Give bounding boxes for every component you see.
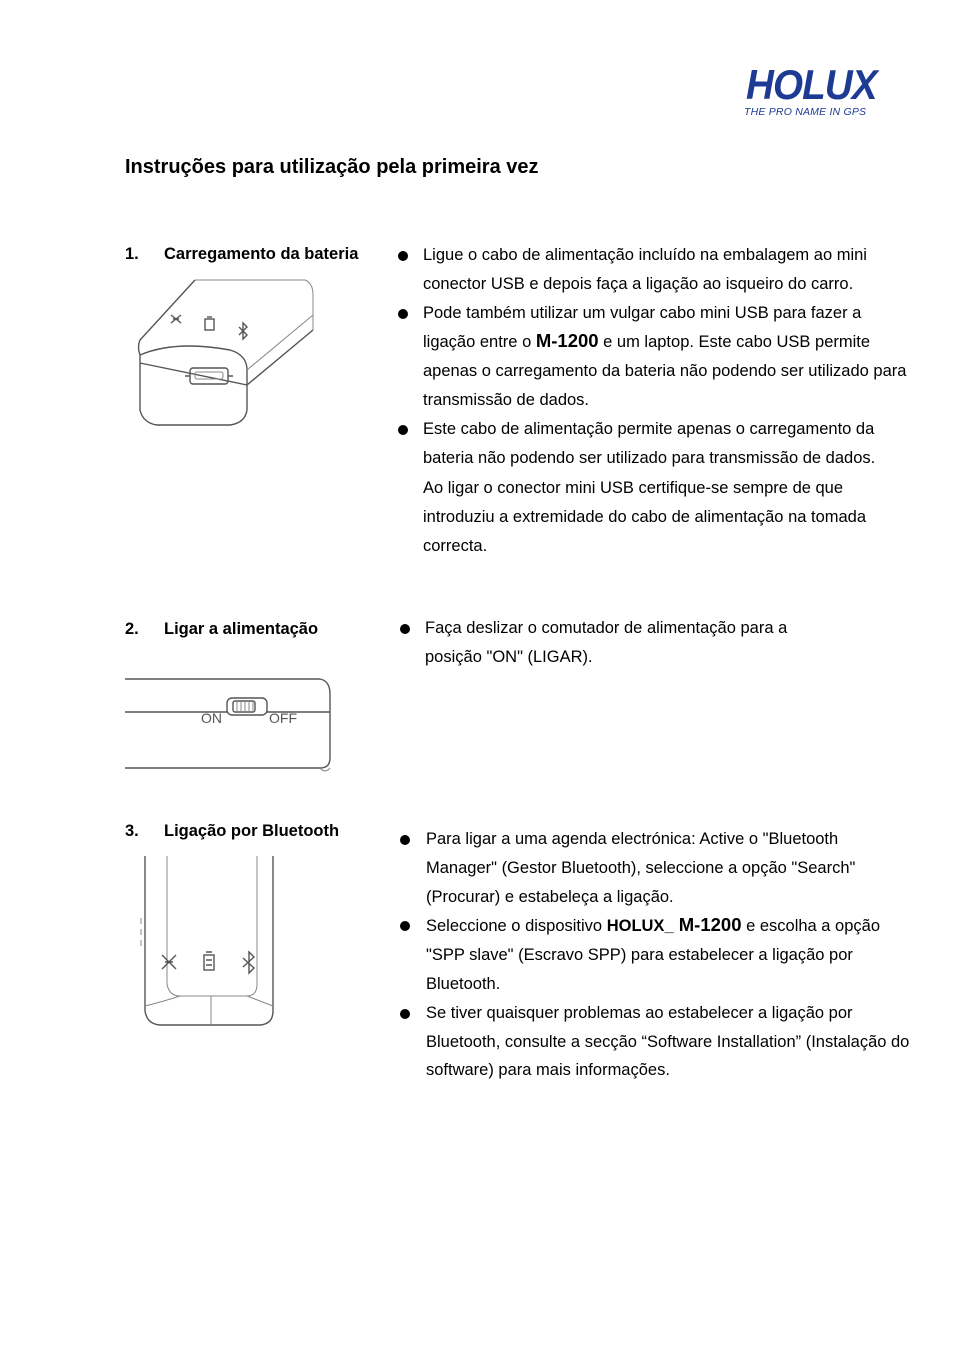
list-item [398, 415, 908, 473]
section-3-title: Ligação por Bluetooth [164, 822, 340, 840]
bluetooth-icon [239, 323, 247, 339]
list-item [400, 911, 910, 998]
battery-icon [205, 317, 214, 330]
bullet-dot [398, 425, 408, 435]
section-1-number: 1. [125, 245, 139, 263]
bullet-dot [400, 624, 410, 634]
logo-tagline: THE PRO NAME IN GPS [744, 106, 867, 118]
section-1-title: Carregamento da bateria [164, 245, 359, 263]
list-item [400, 999, 910, 1085]
model-name: M-1200 [673, 914, 742, 936]
bullet-text-part: Seleccione o dispositivo [426, 917, 607, 936]
power-switch-illustration [125, 676, 335, 776]
bullet-text: Faça deslizar o comutador de alimentação para a posição "ON" (LIGAR). [425, 619, 788, 666]
section-3-bullets [400, 825, 910, 1085]
model-name: M-1200 [535, 330, 599, 352]
battery-icon [204, 952, 214, 970]
switch-off-label: OFF [269, 710, 297, 726]
page-title: Instruções para utilização pela primeira vez [125, 156, 539, 178]
section-2-title: Ligar a alimentação [164, 620, 319, 638]
switch-on-label: ON [201, 710, 222, 726]
section-1-heading [125, 245, 358, 264]
bullet-text: Se tiver quaisquer problemas ao estabelecer a ligação por Bluetooth, consulte a secção “Software Installation” (Instalação do software) para mais informações. [426, 1003, 910, 1080]
bullet-text: Ligue o cabo de alimentação incluído na embalagem ao mini conector USB e depois faça a ligação ao isqueiro do carro. [423, 246, 867, 293]
device-name: HOLUX_ [606, 917, 674, 936]
device-usb-port-illustration [135, 275, 320, 430]
section-3-heading [125, 822, 339, 841]
list-item [398, 241, 908, 299]
bullet-text-part: Pode também utilizar um vulgar cabo mini USB para fazer a ligação entre o [423, 303, 862, 352]
bullet-text [426, 911, 910, 998]
list-item [400, 614, 830, 672]
section-2-number: 2. [125, 620, 139, 638]
bullet-text-part: e escolha a opção "SPP slave" (Escravo SPP) para estabelecer a ligação por Bluetooth. [426, 917, 881, 993]
section-2-bullets [400, 614, 830, 672]
gps-icon [162, 955, 176, 969]
bullet-dot [398, 251, 408, 261]
bullet-dot [400, 921, 410, 931]
bullet-dot [398, 309, 408, 319]
bullet-text: Para ligar a uma agenda electrónica: Active o "Bluetooth Manager" (Gestor Bluetooth), seleccione a opção "Search" (Procurar) e estabeleça a ligação. [426, 830, 856, 906]
section-1-note: Ao ligar o conector mini USB certifique-se sempre de que introduziu a extremidade do cabo de alimentação na tomada correcta. [423, 479, 867, 555]
bullet-dot [400, 835, 410, 845]
list-item [400, 825, 910, 911]
bullet-text-part: e um laptop. Este cabo USB permite apenas o carregamento da bateria não podendo ser utilizado para transmissão de dados. [423, 333, 907, 409]
list-item [398, 299, 908, 415]
section-3-number: 3. [125, 822, 139, 840]
bullet-text: Este cabo de alimentação permite apenas o carregamento da bateria não podendo ser utilizado para transmissão de dados. [423, 419, 876, 467]
bullet-dot [400, 1009, 410, 1019]
logo-wordmark: HOLUX [746, 61, 877, 108]
section-1-bullets [398, 241, 908, 472]
bullet-text [423, 299, 908, 415]
section-2-heading [125, 620, 318, 639]
bluetooth-icon [243, 952, 254, 973]
gps-icon [171, 315, 181, 323]
device-front-illustration [135, 856, 280, 1031]
holux-logo [744, 61, 884, 122]
